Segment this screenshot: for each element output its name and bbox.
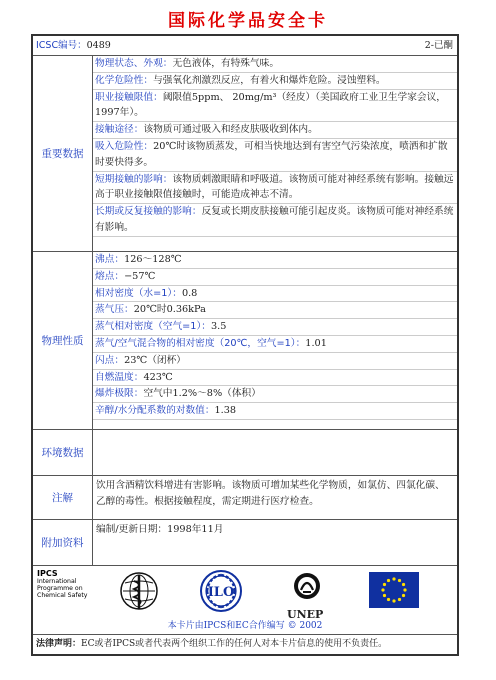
physical-item — [93, 353, 457, 370]
notes-label: 注解 — [33, 476, 93, 519]
eu-star-icon — [403, 588, 406, 591]
important-item — [93, 56, 457, 73]
eu-star-icon — [392, 599, 395, 602]
icsc-number: 0489 — [86, 40, 111, 51]
physical-item — [93, 370, 457, 387]
physical-item — [93, 286, 457, 303]
eu-star-icon — [381, 588, 384, 591]
eu-star-icon — [387, 579, 390, 582]
credit-line: 本卡片由IPCS和EC合作编写 © 2002 — [167, 621, 323, 631]
important-item — [93, 122, 457, 139]
eu-star-icon — [383, 583, 386, 586]
physical-item — [93, 252, 457, 269]
additional-section — [33, 520, 457, 566]
icsc-label: ICSC编号： — [36, 40, 87, 51]
important-item-value: 该物质刺激眼睛和呼吸道。该物质可能对神经系统有影响。接触远高于职业接触限值接触时，可能造成神志不清。 — [95, 173, 454, 201]
notes-section — [33, 476, 457, 520]
eu-star-icon — [402, 594, 405, 597]
physical-item-value: 空气中1.2%～8%（体积） — [143, 388, 261, 400]
physical-item-key: 爆炸极限： — [95, 388, 144, 400]
important-item-key: 接触途径： — [95, 124, 144, 136]
important-item-value: 阈限值5ppm、 20mg/m³（经皮）（美国政府工业卫生学家会议，1997年）。 — [95, 91, 446, 119]
notes-text: 饮用含酒精饮料增进有害影响。该物质可增加某些化学物质，如氯仿、四氯化碳、乙醇的毒性。根据接触程度，需定期进行医疗检查。 — [96, 480, 445, 507]
eu-star-icon — [387, 598, 390, 601]
who-emblem-icon — [119, 571, 159, 611]
ilo-emblem-icon — [199, 569, 243, 613]
important-item — [93, 139, 457, 172]
important-item-key: 职业接触限值： — [95, 91, 163, 103]
physical-item — [93, 386, 457, 403]
important-item — [93, 90, 457, 123]
physical-item-key: 沸点： — [95, 254, 125, 265]
important-item — [93, 73, 457, 90]
physical-item — [93, 336, 457, 353]
physical-item-value: −57℃ — [124, 270, 156, 282]
physical-item-value: 1.38 — [214, 405, 237, 417]
legal-notice — [33, 634, 457, 654]
physical-item-key: 相对密度（水=1）： — [95, 287, 182, 299]
physical-item-key: 蒸气相对密度（空气=1）： — [95, 321, 211, 333]
card-frame — [31, 34, 459, 656]
physical-item-key: 辛醇/水分配系数的对数值： — [95, 405, 215, 417]
physical-properties-content — [93, 252, 457, 429]
important-item-value: 该物质可通过吸入和经皮肤吸收到体内。 — [143, 124, 318, 136]
physical-properties-label: 物理性质 — [33, 252, 93, 429]
important-data-section — [33, 56, 457, 252]
physical-item-value: 1.01 — [305, 337, 327, 349]
physical-item — [93, 269, 457, 286]
physical-item-value: 0.8 — [181, 287, 198, 299]
important-data-label: 重要数据 — [33, 56, 93, 251]
physical-item-value: 20℃时0.36kPa — [133, 304, 206, 316]
environment-text — [93, 430, 457, 434]
svg-text:ILO: ILO — [207, 585, 235, 600]
physical-item-key: 蒸气压： — [95, 304, 134, 316]
physical-item-key: 自燃温度： — [95, 371, 144, 383]
eu-star-icon — [392, 577, 395, 580]
important-item-key: 物理状态、外观： — [95, 58, 173, 69]
important-item-value: 与强氧化剂激烈反应，有着火和爆炸危险。浸蚀塑料。 — [153, 74, 386, 86]
important-item-key: 化学危险性： — [95, 74, 154, 86]
physical-properties-section — [33, 252, 457, 430]
eu-star-icon — [398, 579, 401, 582]
important-data-content — [93, 56, 457, 251]
physical-item-key: 蒸气/空气混合物的相对密度（20℃，空气=1）： — [95, 337, 306, 349]
eu-star-icon — [398, 598, 401, 601]
physical-item-value: 23℃（闭杯） — [124, 354, 186, 366]
important-item-value: 20℃时该物质蒸发，可相当快地达到有害空气污染浓度，喷洒和扩散时要快得多。 — [95, 140, 448, 168]
important-item-value: 无色液体，有特殊气味。 — [172, 58, 280, 69]
unep-label: UNEP — [287, 608, 324, 621]
legal-label: 法律声明： — [36, 639, 82, 649]
important-item-key: 吸入危险性： — [95, 140, 154, 152]
physical-item-key: 熔点： — [95, 270, 125, 282]
ipcs-logo-text: IPCS International Programme on Chemical Safety — [37, 569, 88, 599]
important-item-key: 短期接触的影响： — [95, 173, 173, 185]
additional-text: 编制/更新日期：1998年11月 — [96, 524, 224, 535]
physical-item — [93, 319, 457, 336]
physical-item — [93, 302, 457, 319]
eu-star-icon — [402, 583, 405, 586]
important-item-key: 长期或反复接触的影响： — [95, 206, 202, 218]
physical-item-key: 闪点： — [95, 354, 125, 366]
physical-item-value: 423℃ — [143, 371, 173, 383]
physical-item — [93, 403, 457, 420]
card-title: 国际化学品安全卡 — [168, 11, 328, 31]
header-row — [33, 36, 457, 56]
environment-section — [33, 430, 457, 476]
eu-star-icon — [383, 594, 386, 597]
important-item — [93, 204, 457, 237]
physical-item-value: 126～128℃ — [124, 254, 182, 265]
physical-item-value: 3.5 — [211, 321, 227, 333]
environment-label: 环境数据 — [33, 430, 93, 475]
compound-name: 2-已酮 — [424, 40, 453, 51]
important-item-value: 反复或长期皮肤接触可能引起皮炎。该物质可能对神经系统有影响。 — [95, 206, 454, 233]
important-item — [93, 172, 457, 205]
legal-text: EC或者IPCS或者代表两个组织工作的任何人对本卡片信息的使用不负责任。 — [81, 639, 388, 649]
eu-flag-icon — [369, 572, 419, 608]
additional-label: 附加资料 — [33, 520, 93, 565]
